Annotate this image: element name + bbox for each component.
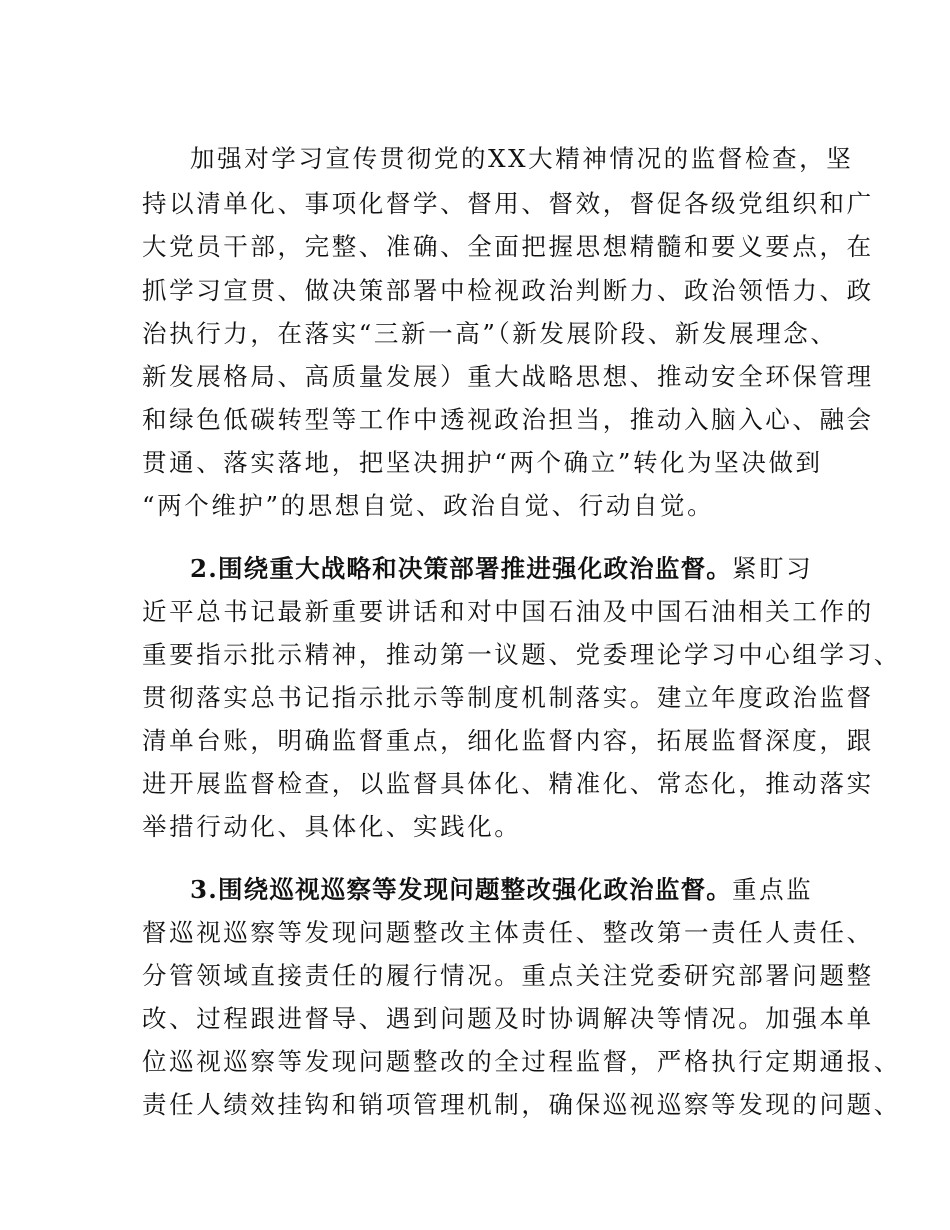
paragraph-2-line-7: 举措行动化、具体化、实践化。: [142, 812, 522, 841]
paragraph-2-line-5: 清单台账，明确监督重点，细化监督内容，拓展监督深度，跟: [142, 726, 874, 755]
paragraph-3-line-1-rest: 重点监: [731, 875, 814, 904]
paragraph-2-line-1-rest: 紧盯习: [731, 554, 814, 583]
paragraph-1-line-1: 加强对学习宣传贯彻党的XX大精神情况的监督检查，坚: [190, 144, 854, 173]
paragraph-2-line-6: 进开展监督检查，以监督具体化、精准化、常态化，推动落实: [142, 769, 874, 798]
paragraph-3-line-2: 督巡视巡察等发现问题整改主体责任、整改第一责任人责任、: [142, 918, 874, 947]
paragraph-2-line-4: 贯彻落实总书记指示批示等制度机制落实。建立年度政治监督: [142, 683, 874, 712]
paragraph-2-line-3: 重要指示批示精神，推动第一议题、党委理论学习中心组学习、: [142, 640, 901, 669]
paragraph-1-line-3: 大党员干部，完整、准确、全面把握思想精髓和要义要点，在: [142, 232, 874, 261]
paragraph-1-line-8: 贯通、落实落地，把坚决拥护“两个确立”转化为坚决做到: [142, 448, 823, 477]
paragraph-1-line-2: 持以清单化、事项化督学、督用、督效，督促各级党组织和广: [142, 189, 874, 218]
paragraph-1-line-5: 治执行力，在落实“三新一高”（新发展阶段、新发展理念、: [142, 319, 838, 348]
paragraph-1-line-9: “两个维护”的思想自觉、政治自觉、行动自觉。: [142, 491, 715, 520]
section-heading-2: 2.围绕重大战略和决策部署推进强化政治监督。: [190, 554, 732, 583]
paragraph-1-line-7: 和绿色低碳转型等工作中透视政治担当，推动入脑入心、融会: [142, 405, 874, 434]
paragraph-2-line-2: 近平总书记最新重要讲话和对中国石油及中国石油相关工作的: [142, 597, 874, 626]
paragraph-3-line-5: 位巡视巡察等发现问题整改的全过程监督，严格执行定期通报、: [142, 1047, 901, 1076]
paragraph-3-line-4: 改、过程跟进督导、遇到问题及时协调解决等情况。加强本单: [142, 1004, 874, 1033]
paragraph-3-line-6: 责任人绩效挂钩和销项管理机制，确保巡视巡察等发现的问题、: [142, 1090, 901, 1119]
section-heading-3: 3.围绕巡视巡察等发现问题整改强化政治监督。: [190, 875, 732, 904]
paragraph-1-line-6: 新发展格局、高质量发展）重大战略思想、推动安全环保管理: [142, 362, 874, 391]
paragraph-2-line-1: [190, 550, 813, 588]
paragraph-3-line-1: [190, 871, 813, 909]
paragraph-3-line-3: 分管领域直接责任的履行情况。重点关注党委研究部署问题整: [142, 961, 874, 990]
paragraph-1-line-4: 抓学习宣贯、做决策部署中检视政治判断力、政治领悟力、政: [142, 276, 874, 305]
